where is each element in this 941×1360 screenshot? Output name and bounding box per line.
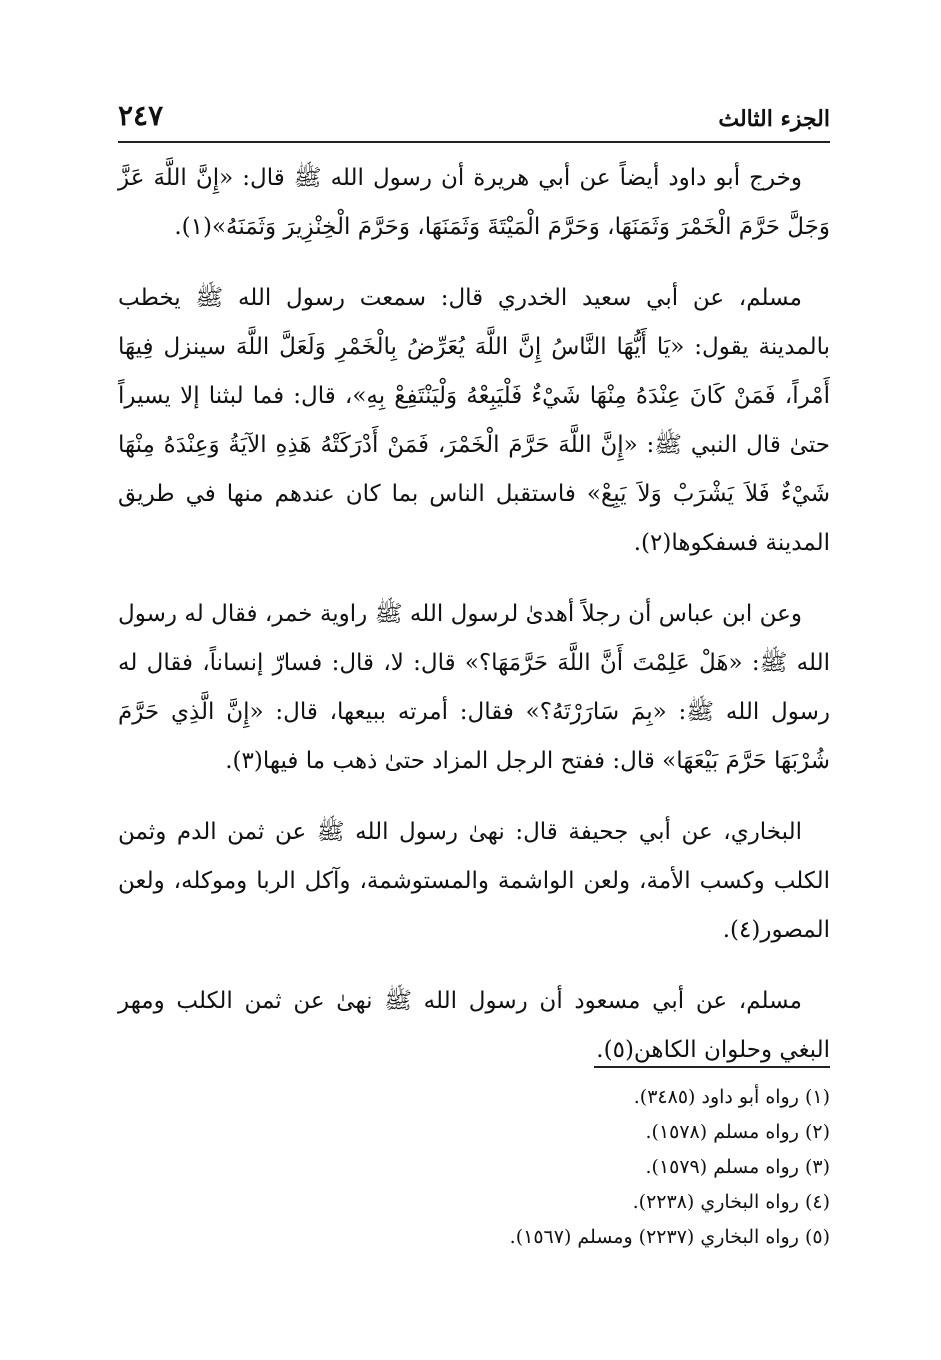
- page-header: [118, 92, 830, 132]
- paragraph-abu-dawud: وخرج أبو داود أيضاً عن أبي هريرة أن رسول الله ﷺ قال: «إِنَّ اللَّهَ عَزَّ وَجَلَّ حَرَّمَ الْخَمْرَ وَثَمَنَهَا، وَحَرَّمَ الْمَيْتَةَ وَثَمَنَهَا، وَحَرَّمَ الْخِنْزِيرَ وَثَمَنَهُ»(١).: [118, 165, 830, 240]
- page-number: ٢٤٧: [118, 99, 164, 132]
- footnote-separator: [594, 1066, 830, 1068]
- footnote-1: (١) رواه أبو داود (٣٤٨٥).: [633, 1086, 830, 1108]
- footnote-2: (٢) رواه مسلم (١٥٧٨).: [645, 1121, 830, 1143]
- footnote-4: (٤) رواه البخاري (٢٢٣٨).: [632, 1191, 830, 1213]
- paragraph-ibn-abbas: وعن ابن عباس أن رجلاً أهدىٰ لرسول الله ﷺ راوية خمر، فقال له رسول الله ﷺ: «هَلْ عَلِمْتَ أَنَّ اللَّهَ حَرَّمَهَا؟» قال: لا، قال: فسارّ إنساناً، فقال له رسول الله ﷺ: «بِمَ سَارَرْتَهُ؟» فقال: أمرته ببيعها، قال: «إِنَّ الَّذِي حَرَّمَ شُرْبَهَا حَرَّمَ بَيْعَهَا» قال: ففتح الرجل المزاد حتىٰ ذهب ما فيها(٣).: [118, 601, 830, 774]
- paragraph-abu-juhayfa: البخاري، عن أبي جحيفة قال: نهىٰ رسول الله ﷺ عن ثمن الدم وثمن الكلب وكسب الأمة، ولعن الواشمة والمستوشمة، وآكل الربا وموكله، ولعن المصور(٤).: [118, 819, 830, 943]
- footnotes: [300, 1080, 830, 1255]
- paragraph-abu-said: مسلم، عن أبي سعيد الخدري قال: سمعت رسول الله ﷺ يخطب بالمدينة يقول: «يَا أَيُّهَا النَّاسُ إِنَّ اللَّهَ يُعَرِّضُ بِالْخَمْرِ وَلَعَلَّ اللَّهَ سينزل فِيهَا أَمْراً، فَمَنْ كَانَ عِنْدَهُ مِنْهَا شَيْءٌ فَلْيَبِعْهُ وَلْيَنْتَفِعْ بِهِ»، قال: فما لبثنا إلا يسيراً حتىٰ قال النبي ﷺ: «إِنَّ اللَّهَ حَرَّمَ الْخَمْرَ، فَمَنْ أَدْرَكَتْهُ هَذِهِ الآيَةُ وَعِنْدَهُ مِنْهَا شَيْءٌ فَلاَ يَشْرَبْ وَلاَ يَبِعْ» فاستقبل الناس بما كان عندهم منها في طريق المدينة فسفكوها(٢).: [118, 285, 830, 556]
- header-rule: [118, 141, 830, 143]
- paragraph-abu-masud: مسلم، عن أبي مسعود أن رسول الله ﷺ نهىٰ عن ثمن الكلب ومهر البغي وحلوان الكاهن(٥).: [118, 988, 830, 1063]
- footnote-3: (٣) رواه مسلم (١٥٧٩).: [645, 1156, 830, 1178]
- footnote-5: (٥) رواه البخاري (٢٢٣٧) ومسلم (١٥٦٧).: [509, 1226, 830, 1248]
- main-text: [118, 154, 830, 1097]
- running-head: الجزء الثالث: [718, 106, 830, 132]
